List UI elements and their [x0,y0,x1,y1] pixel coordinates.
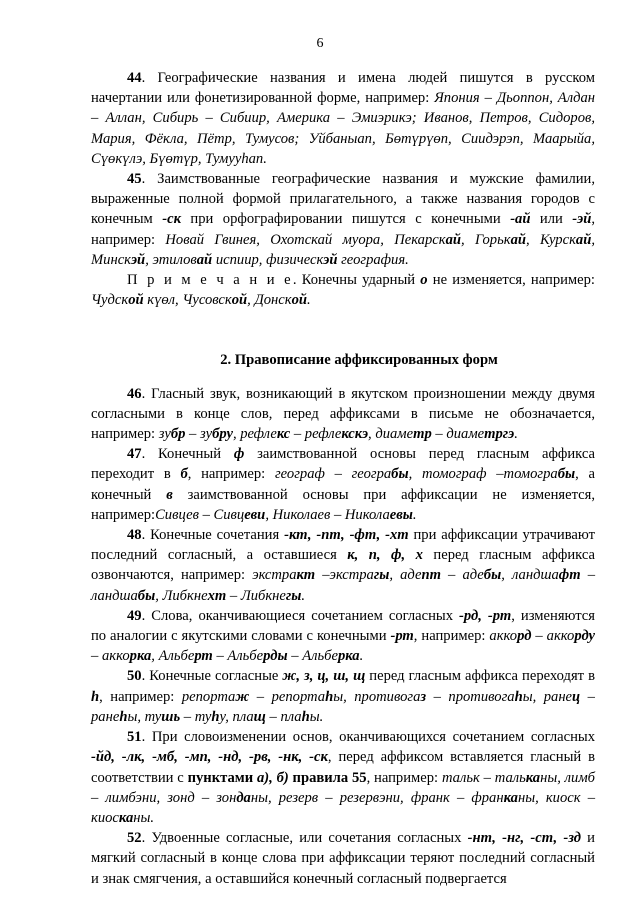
paragraph-47: 47. Конечный ф заимствованной основы перед гласным аффикса переходит в б, например: географ – геограбы, томограф –томограбы, а конечный в заимствованной основы при аффиксации не изменяется, например:Сивцев – Сивцеви, Николаев – Николаевы. [91,446,596,523]
paragraph-49: 49. Слова, оканчивающиеся сочетанием согласных -рд, -рт, изменяются по аналогии с якутскими словами с конечными -рт, например: аккорд – аккорду – аккорка, Альберт – Альберды – Альберка. [91,607,595,665]
suffix: -ай [510,211,531,228]
paragraph-46: 46. Гласный звук, возникающий в якутском произношении между двумя согласными в конце слов, перед аффиксами в письме не обозначается, например: зубр – зубру, рефлекс – рефлекскэ, диаметр – диаметргэ. [91,385,595,443]
rule-number: 46 [127,385,142,402]
rule-number: 48 [127,527,142,544]
examples: репортаж – репортаһы, противогаз – противогаһы, ранец – ранеһы, тушь – туһу, плащ – плаһы. [91,688,595,725]
document-body [91,68,595,889]
rule-number: 44 [127,70,142,86]
rule-number: 45 [127,171,142,188]
paragraph-50: 50. Конечные согласные ж, з, ц, ш, щ перед гласным аффикса переходят в һ, например: репортаж – репортаһы, противогаз – противогаһы, ранец – ранеһы, тушь – туһу, плащ – плаһы. [91,668,596,725]
suffix: -ск [162,211,181,228]
paragraph-48: 48. Конечные сочетания -кт, -пт, -фт, -хт при аффиксации утрачивают последний согласный, а оставшиеся к, п, ф, х перед гласным аффикса озвончаются, например: экстракт –экстрагы, адепт – адебы, ландшафт – ландшабы, Либкнехт – Либкнегы. [91,527,595,604]
rule-number: 50 [127,668,142,685]
note: П р и м е ч а н и е. Конечны ударный о не изменяется, например: Чудской күөл, Чусовской, Донской. [91,272,595,309]
examples: экстракт –экстрагы, адепт – адебы, ландшафт – ландшабы, Либкнехт – Либкнегы. [91,567,595,604]
examples: географ – геограбы, томограф –томограбы [274,466,576,483]
examples: Новай Гвинея, Охотскай муора, Пекарскай, Горькай, Курскай, Минскэй, этиловай испиир, физическэй география. [91,231,595,268]
examples: зубр – зубру, рефлекс – рефлекскэ, диаметр – диаметргэ. [158,426,518,443]
paragraph-51: 51. При словоизменении основ, оканчивающихся сочетанием согласных -йд, -лк, -мб, -мп, -нд, -рв, -нк, -ск, перед аффиксом вставляется гласный в соответствии с пунктами а), б) правила 55, например: тальк – тальканы, лимб – лимбэни, зонд – зонданы, резерв – резервэни, франк – франканы, киоск – киосканы. [91,729,596,826]
page-number: 6 [316,36,324,51]
paragraph-52: 52. Удвоенные согласные, или сочетания согласных -нт, -нг, -ст, -зд и мягкий согласный в конце слова при аффиксации теряют последний согласный и знак смягчения, а оставшийся конечный согласный подвергается [91,830,595,887]
examples: аккорд – аккорду – аккорка, Альберт – Альберды – Альберка. [91,628,595,665]
rule-number: 52 [127,830,142,847]
section-heading: 2. Правописание аффиксированных форм [220,352,498,369]
examples: Япония – Дьоппон, Алдан – Аллан, Сибирь – Сибиир, Америка – Эмиэрикэ; Иванов, Петров, Сидоров, Мария, Фёкла, Пётр, Тумусов; Уйбаныап, Бөтүрүөп, Сиидэрэп, Маарыйа, Сүөкүлэ, Бүөтүр, Тумууһап. [91,90,595,167]
rule-number: 49 [127,607,142,624]
paragraph-text: . Географические названия и имена людей пишутся в русском начертании или фонетизированной форме, например: [91,70,595,107]
spacer [91,371,595,384]
rule-number: 51 [127,729,142,746]
rule-reference: пунктами а), б) правила 55 [187,769,367,786]
spacer [91,310,595,350]
paragraph-45: 45. Заимствованные географические названия и мужские фамилии, выраженные полной формой прилагательного, а также названия городов с конечным -ск при орфографировании пишутся с конечными -ай или -эй, например: Новай Гвинея, Охотскай муора, Пекарскай, Горькай, Курскай, Минскэй, этиловай испиир, физическэй география. [91,171,595,268]
examples: Чудской күөл, Чусовской, Донской. [91,292,311,309]
paragraph-44 [91,68,595,169]
examples: тальк – тальканы, лимб – лимбэни, зонд – зонданы, резерв – резервэни, франк – франканы, киоск – киосканы. [91,769,596,826]
rule-number: 47 [127,446,142,463]
note-label: П р и м е ч а н и е [127,272,293,289]
examples: Сивцев – Сивцеви, Николаев – Николаевы. [155,506,417,523]
suffix: -эй [572,211,592,228]
